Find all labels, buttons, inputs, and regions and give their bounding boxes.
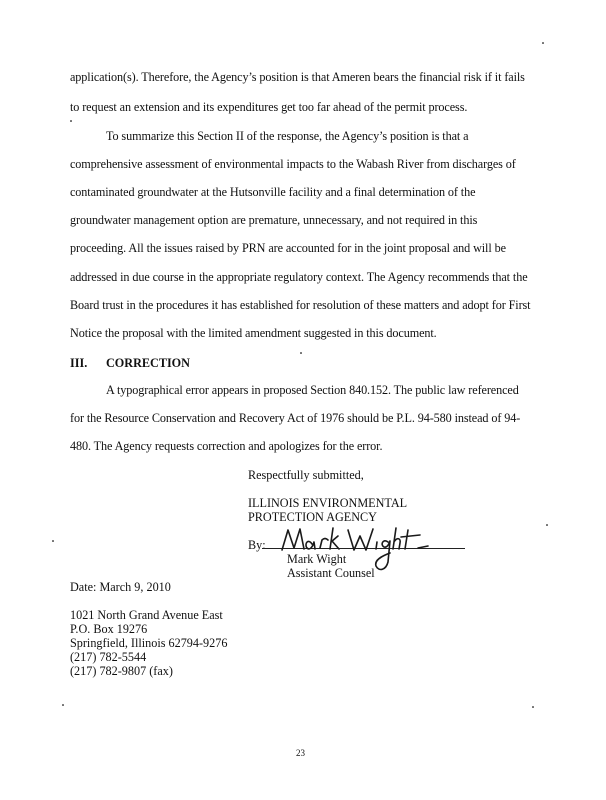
page-number: 23: [296, 748, 305, 758]
address-line-3: Springfield, Illinois 62794-9276: [70, 636, 228, 650]
date-line: Date: March 9, 2010: [70, 580, 171, 594]
body-line-1: application(s). Therefore, the Agency’s position is that Ameren bears the financial risk if it fails: [70, 70, 525, 84]
signer-title: Assistant Counsel: [287, 566, 375, 580]
scan-speck: [62, 704, 64, 706]
body-line-7: proceeding. All the issues raised by PRN are accounted for in the joint proposal and will be: [70, 241, 506, 255]
phone-line: (217) 782-5544: [70, 650, 147, 664]
scan-speck: [300, 352, 302, 354]
address-line-2: P.O. Box 19276: [70, 622, 148, 636]
scan-speck: [546, 524, 548, 526]
scan-speck: [532, 706, 534, 708]
org-line-1: ILLINOIS ENVIRONMENTAL: [248, 496, 408, 510]
section-number: III.: [70, 356, 88, 370]
address-line-1: 1021 North Grand Avenue East: [70, 608, 223, 622]
section-title: CORRECTION: [106, 356, 190, 370]
section-line-2: for the Resource Conservation and Recovery Act of 1976 should be P.L. 94-580 instead of 94-: [70, 411, 521, 425]
section-line-1: A typographical error appears in proposed Section 840.152. The public law referenced: [106, 383, 519, 397]
body-line-5: contaminated groundwater at the Hutsonville facility and a final determination of the: [70, 185, 476, 199]
org-line-2: PROTECTION AGENCY: [248, 510, 377, 524]
body-line-2: to request an extension and its expenditures get too far ahead of the permit process.: [70, 100, 468, 114]
body-line-8: addressed in due course in the appropriate regulatory context. The Agency recommends that the: [70, 270, 528, 284]
body-line-6: groundwater management option are premature, unnecessary, and not required in this: [70, 213, 478, 227]
scan-speck: [542, 42, 544, 44]
fax-line: (217) 782-9807 (fax): [70, 664, 173, 678]
by-label: By:: [248, 538, 266, 552]
scan-speck: [70, 120, 72, 122]
body-line-3: To summarize this Section II of the response, the Agency’s position is that a: [106, 129, 469, 143]
scan-speck: [52, 540, 54, 542]
section-line-3: 480. The Agency requests correction and apologizes for the error.: [70, 439, 383, 453]
signer-name: Mark Wight: [287, 552, 347, 566]
body-line-4: comprehensive assessment of environmental impacts to the Wabash River from discharges of: [70, 157, 516, 171]
body-line-9: Board trust in the procedures it has established for resolution of these matters and adopt for First: [70, 298, 531, 312]
body-line-10: Notice the proposal with the limited amendment suggested in this document.: [70, 326, 437, 340]
closing: Respectfully submitted,: [248, 468, 364, 482]
